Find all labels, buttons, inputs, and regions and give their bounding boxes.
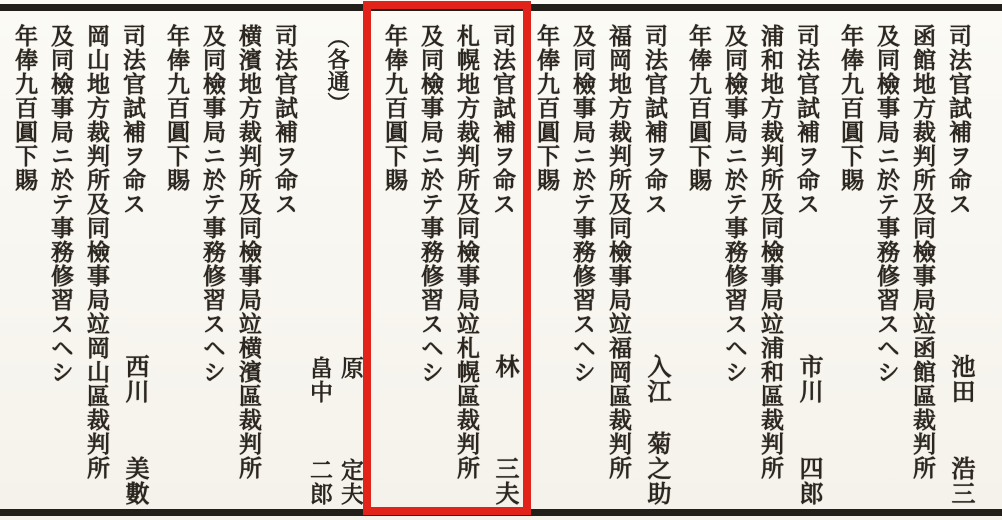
given-name: 浩三 <box>947 456 973 506</box>
family-name: 原 <box>338 356 363 380</box>
salary-column: 年俸九百圓下賜 <box>838 24 863 192</box>
assignment-column-1: 札幌地方裁判所及同檢事局竝札幌區裁判所 <box>454 24 479 480</box>
given-name: 四郎 <box>795 456 821 506</box>
family-name: 西川 <box>121 354 147 404</box>
person-name-西川美數 <box>116 354 152 506</box>
person-name-畠中二郎 <box>304 356 335 506</box>
text-layer <box>8 24 976 506</box>
family-name: 入江 <box>643 354 669 404</box>
salary-column: 年俸九百圓下賜 <box>164 24 189 192</box>
person-name-入江菊之助 <box>638 354 674 506</box>
command-column: 司法官試補ヲ命ス 林 三夫 <box>484 24 520 506</box>
family-name: 畠中 <box>307 356 332 404</box>
appointment-entry-2 <box>680 24 824 506</box>
appointment-entry-3 <box>528 24 672 506</box>
command-column: 司法官試補ヲ命ス <box>272 24 297 216</box>
family-name: 市川 <box>795 354 821 404</box>
command-column: 司法官試補ヲ命ス 市川 四郎 <box>788 24 824 506</box>
assignment-column-2: 及同檢事局ニ於テ事務修習スヘシ <box>722 24 747 384</box>
appointment-entry-6 <box>6 24 150 506</box>
given-name: 定夫 <box>338 458 363 506</box>
band-names <box>304 356 366 506</box>
each-copy-note: （各通） <box>325 26 350 114</box>
names-band <box>302 24 368 506</box>
salary-column: 年俸九百圓下賜 <box>686 24 711 192</box>
family-name: 池田 <box>947 354 973 404</box>
person-name-池田浩三 <box>942 354 978 506</box>
salary-column: 年俸九百圓下賜 <box>382 24 407 192</box>
command-column: 司法官試補ヲ命ス 西川 美數 <box>114 24 150 506</box>
assignment-column-1: 横濱地方裁判所及同檢事局竝横濱區裁判所 <box>236 24 261 480</box>
given-name: 三夫 <box>491 456 517 506</box>
given-name: 美數 <box>121 456 147 506</box>
command-column: 司法官試補ヲ命ス 入江 菊之助 <box>636 24 672 506</box>
top-border-rule <box>0 4 1002 11</box>
assignment-column-2: 及同檢事局ニ於テ事務修習スヘシ <box>200 24 225 384</box>
assignment-column-1: 浦和地方裁判所及同檢事局竝浦和區裁判所 <box>758 24 783 480</box>
bottom-border-rule <box>0 509 1002 516</box>
appointment-entry-4 <box>376 24 520 506</box>
appointment-entry-5 <box>158 24 368 506</box>
assignment-column-2: 及同檢事局ニ於テ事務修習スヘシ <box>874 24 899 384</box>
assignment-column-2: 及同檢事局ニ於テ事務修習スヘシ <box>48 24 73 384</box>
command-column: 司法官試補ヲ命ス 池田 浩三 <box>940 24 976 506</box>
assignment-column-1: 岡山地方裁判所及同檢事局竝岡山區裁判所 <box>84 24 109 480</box>
assignment-column-1: 福岡地方裁判所及同檢事局竝福岡區裁判所 <box>606 24 631 480</box>
assignment-column-2: 及同檢事局ニ於テ事務修習スヘシ <box>570 24 595 384</box>
salary-column: 年俸九百圓下賜 <box>12 24 37 192</box>
assignment-column-1: 函館地方裁判所及同檢事局竝函館區裁判所 <box>910 24 935 480</box>
salary-column: 年俸九百圓下賜 <box>534 24 559 192</box>
appointment-entry-1 <box>832 24 976 506</box>
person-name-市川四郎 <box>790 354 826 506</box>
assignment-column-2: 及同檢事局ニ於テ事務修習スヘシ <box>418 24 443 384</box>
person-name-原定夫 <box>335 356 366 506</box>
person-name-林三夫 <box>486 354 522 506</box>
given-name: 菊之助 <box>643 431 669 506</box>
family-name: 林 <box>491 354 517 379</box>
given-name: 二郎 <box>307 458 332 506</box>
